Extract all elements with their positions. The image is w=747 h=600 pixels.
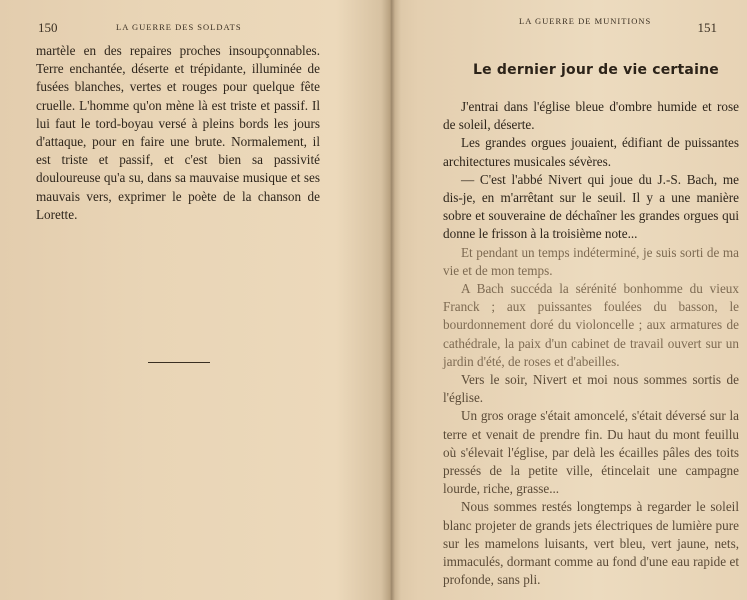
- left-page-text: [36, 42, 320, 224]
- right-paragraph: Vers le soir, Nivert et moi nous sommes sortis de l'église.: [443, 372, 739, 406]
- chapter-title: Le dernier jour de vie certaine: [473, 62, 719, 78]
- right-paragraph: Les grandes orgues jouaient, édifiant de puissantes architectures musicales sévères.: [443, 135, 739, 169]
- right-page: [399, 0, 747, 600]
- right-page-text: [443, 98, 739, 589]
- left-running-head: [0, 16, 385, 34]
- right-paragraph: — C'est l'abbé Nivert qui joue du J.-S. Bach, me dis-je, en m'arrêtant sur le seuil. Il y a une manière sobre et souveraine de déchaîner les grandes orgues qui donne le frisson à la troisième note...: [443, 171, 739, 242]
- right-paragraph: Nous sommes restés longtemps à regarder le soleil blanc projeter de grands jets électriques de lumière pure sur les mamelons luisants, vert bleu, vert jaune, nets, immaculés, dormant comme au fond d'une eau rapide et profonde, sans pli.: [443, 499, 739, 588]
- right-paragraph: Un gros orage s'était amoncelé, s'était déversé sur la terre et venait de prendre fin. Du haut du mont feuillu où s'élevait l'église, par delà les écailles pâles des toits pressés de la petite ville, étincelait une campagne lourde, riche, grasse...: [443, 408, 739, 497]
- right-running-title: LA GUERRE DE MUNITIONS: [519, 16, 652, 26]
- right-page-number: 151: [697, 20, 717, 35]
- left-running-title: LA GUERRE DES SOLDATS: [116, 22, 242, 32]
- right-running-head: [399, 16, 747, 34]
- right-paragraph: A Bach succéda la sérénité bonhomme du vieux Franck ; aux puissantes foulées du basson, le bourdonnement doré du violoncelle ; aux armatures de cathédrale, la paix d'un cabinet de travail ouvert sur un jardin d'été, de roses et d'abeilles.: [443, 281, 739, 369]
- left-paragraph: martèle en des repaires proches insoupçonnables. Terre enchantée, déserte et trépidante, illuminée de fusées blanches, vertes et rouges pour quelque fête cruelle. L'homme qu'on mène là est triste et passif. Il lui faut le tord-boyau versé à pleins bords les jours d'attaque, pour en faire une brute. Normalement, il est triste et passif, et c'est bien sa passivité douloureuse qu'a su, dans sa mauvaise musique et ses mauvais vers, exprimer le poète de la chanson de Lorette.: [36, 43, 320, 222]
- right-paragraph: Et pendant un temps indéterminé, je suis sorti de ma vie et de mon temps.: [443, 244, 739, 278]
- left-page-number: 150: [38, 20, 58, 35]
- section-divider: [148, 362, 210, 363]
- right-paragraph: J'entrai dans l'église bleue d'ombre humide et rose de soleil, déserte.: [443, 99, 739, 133]
